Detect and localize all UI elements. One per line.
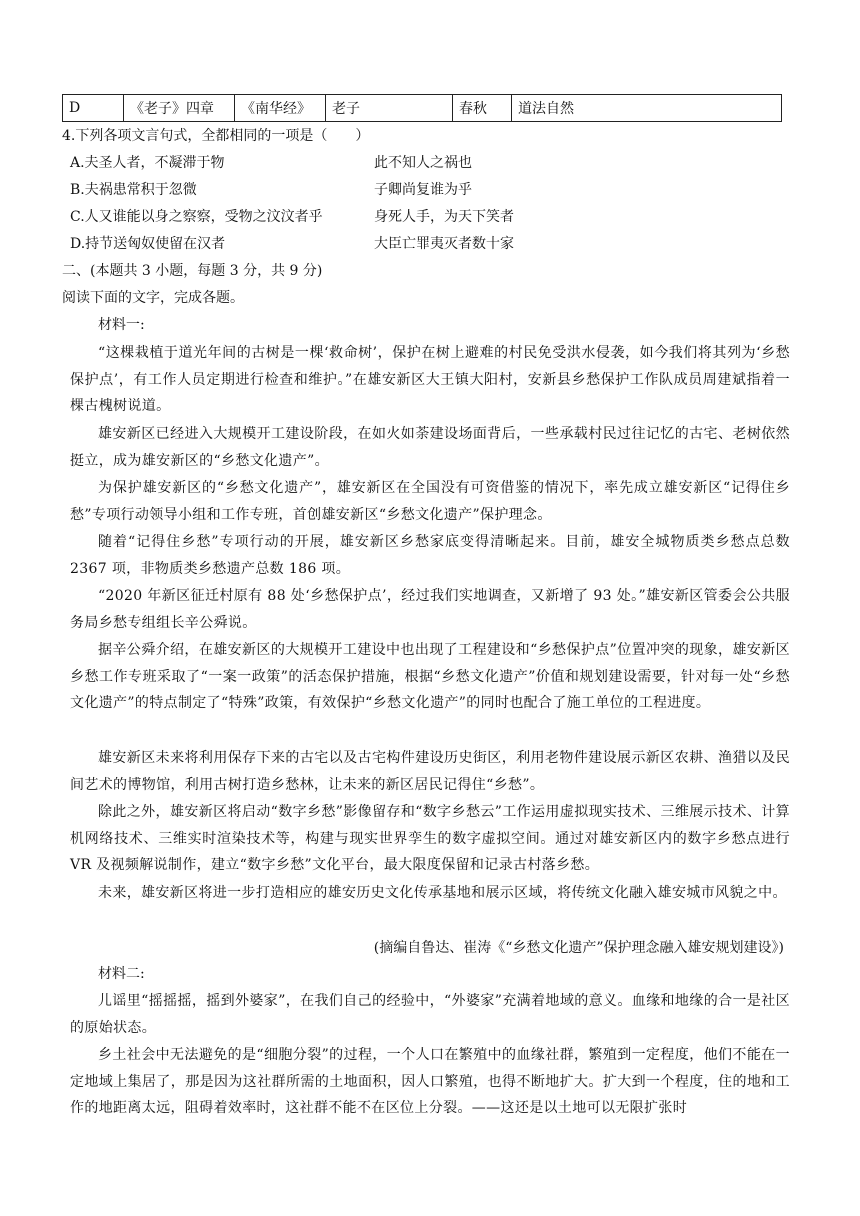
table-cell-work: 《老子》四章 <box>124 95 235 122</box>
option-a-right: 此不知人之祸也 <box>374 155 472 171</box>
table-row <box>63 95 782 122</box>
option-d-right: 大臣亡罪夷灭者数十家 <box>374 236 514 252</box>
material-1-paragraph: “这棵栽植于道光年间的古树是一棵‘救命树’，保护在树上避难的村民免受洪水侵袭，如今我们将其列为‘乡愁保护点’，有工作人员定期进行检查和维护。”在雄安新区大王镇大阳村，安新县乡愁保护工作队成员周建斌指着一棵古槐树说道。 <box>70 345 790 415</box>
table-cell-era: 春秋 <box>453 95 512 122</box>
option-c-left: C.人又谁能以身之察察，受物之汶汶者乎 <box>70 209 323 225</box>
option-b-right: 子卿尚复谁为乎 <box>374 182 472 198</box>
section-2-heading: 二、(本题共 3 小题，每题 3 分，共 9 分) <box>62 263 323 279</box>
option-c-right: 身死人手，为天下笑者 <box>374 209 514 225</box>
material-2-label: 材料二: <box>98 966 145 982</box>
option-b-left: B.夫祸患常积于忽微 <box>70 182 197 198</box>
table-cell-letter: D <box>63 95 124 122</box>
option-d-left: D.持节送匈奴使留在汉者 <box>70 236 226 252</box>
table-cell-idea: 道法自然 <box>512 95 782 122</box>
question-4-stem: 4.下列各项文言句式，全都相同的一项是（ ） <box>62 128 370 144</box>
table-cell-author: 老子 <box>326 95 453 122</box>
material-2-paragraph: 儿谣里“摇摇摇，摇到外婆家”，在我们自己的经验中，“外婆家”充满着地域的意义。血缘和地缘的合一是社区的原始状态。 <box>70 993 790 1036</box>
material-1-paragraph: “2020 年新区征迁村原有 88 处‘乡愁保护点’，经过我们实地调查，又新增了 93 处。”雄安新区管委会公共服务局乡愁专组组长辛公舜说。 <box>70 588 790 631</box>
material-1-paragraph: 雄安新区已经进入大规模开工建设阶段，在如火如荼建设场面背后，一些承载村民过往记忆的古宅、老树依然挺立，成为雄安新区的“乡愁文化遗产”。 <box>70 426 790 469</box>
answer-option-table <box>62 94 782 122</box>
material-1-paragraph: 为保护雄安新区的“乡愁文化遗产”，雄安新区在全国没有可资借鉴的情况下，率先成立雄安新区“记得住乡愁”专项行动领导小组和工作专班，首创雄安新区“乡愁文化遗产”保护理念。 <box>70 480 790 523</box>
material-2-paragraph: 乡土社会中无法避免的是“细胞分裂”的过程，一个人口在繁殖中的血缘社群，繁殖到一定程度，他们不能在一定地域上集居了，那是因为这社群所需的土地面积，因人口繁殖，也得不断地扩大。扩大到一个程度，住的地和工作的地距离太远，阻碍着效率时，这社群不能不在区位上分裂。——这还是以土地可以无限扩张时 <box>70 1047 790 1117</box>
material-1-paragraph: 据辛公舜介绍，在雄安新区的大规模开工建设中也出现了工程建设和“乡愁保护点”位置冲突的现象，雄安新区乡愁工作专班采取了“一案一政策”的活态保护措施，根据“乡愁文化遗产”价值和规划建设需要，针对每一处“乡愁文化遗产”的特点制定了“特殊”政策，有效保护“乡愁文化遗产”的同时也配合了施工单位的工程进度。 <box>70 642 790 712</box>
material-1-paragraph: 随着“记得住乡愁”专项行动的开展，雄安新区乡愁家底变得清晰起来。目前，雄安全城物质类乡愁点总数 2367 项，非物质类乡愁遗产总数 186 项。 <box>70 534 790 577</box>
material-1-citation: (摘编自鲁达、崔涛《“乡愁文化遗产”保护理念融入雄安规划建设》) <box>373 940 784 956</box>
table-cell-book: 《南华经》 <box>235 95 326 122</box>
reading-instruction: 阅读下面的文字，完成各题。 <box>62 290 244 306</box>
option-a-left: A.夫圣人者，不凝滞于物 <box>70 155 225 171</box>
material-1-paragraph: 雄安新区未来将利用保存下来的古宅以及古宅构件建设历史街区，利用老物件建设展示新区农耕、渔猎以及民间艺术的博物馆，利用古树打造乡愁林，让未来的新区居民记得住“乡愁”。 <box>70 750 790 793</box>
material-1-paragraph: 除此之外，雄安新区将启动“数字乡愁”影像留存和“数字乡愁云”工作运用虚拟现实技术、三维展示技术、计算机网络技术、三维实时渲染技术等，构建与现实世界孪生的数字虚拟空间。通过对雄安新区内的数字乡愁点进行 VR 及视频解说制作，建立“数字乡愁”文化平台，最大限度保留和记录古村落乡愁。 <box>70 804 790 874</box>
material-1-label: 材料一: <box>98 317 145 333</box>
material-1-paragraph: 未来，雄安新区将进一步打造相应的雄安历史文化传承基地和展示区域，将传统文化融入雄安城市风貌之中。 <box>98 885 787 901</box>
